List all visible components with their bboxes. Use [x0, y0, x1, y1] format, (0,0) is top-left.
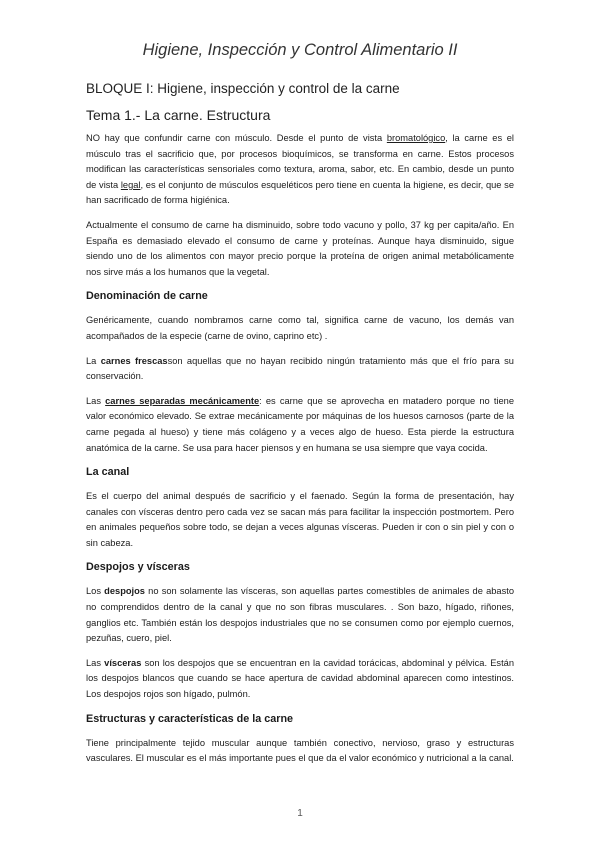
- paragraph-consumo: Actualmente el consumo de carne ha disminuido, sobre todo vacuno y pollo, 37 kg per capita/año. En España es demasiado elevado el consumo de carne y proteínas. Aunque haya disminuido, sigue siendo uno de los alimentos con mayor precio porque la proteína de origen animal metabólicamente nos sirve más a los humanos que la vegetal.: [86, 219, 514, 277]
- heading-canal: La canal: [86, 466, 130, 479]
- text-run: Los: [86, 586, 105, 597]
- paragraph-carne-definicion: [86, 131, 514, 209]
- underlined-term-bromatologico: bromatológico: [386, 133, 446, 143]
- heading-despojos: Despojos y vísceras: [86, 561, 190, 574]
- paragraph-estructuras: Tiene principalmente tejido muscular aunque también conectivo, nervioso, graso y estructuras vasculares. El muscular es el más importante pues el que da el valor económico y nutricional a la canal.: [86, 737, 514, 764]
- paragraph-visceras: [86, 656, 514, 703]
- paragraph-canal: Es el cuerpo del animal después de sacrificio y el faenado. Según la forma de presentación, hay canales con vísceras dentro pero cada vez se sacan más para facilitar la inspección postmortem. Pero en animales pequeños sobre todo, se dejan a veces algunas vísceras. Pueden ir con o sin piel y con o sin cabeza.: [86, 491, 514, 548]
- text-run: : es carne que se aprovecha en matadero porque no tiene valor económico elevado. Se extrae mecánicamente por máquinas de los huesos carnosos (parte de la carne pegada al hueso) y tiene más colágeno y a veces algo de hueso. Esta pierde la estructura anatómica de la carne. Se usa para hacer piensos y en humana se usa siempre que vaya cocida.: [86, 395, 514, 453]
- text-run: , es el conjunto de músculos esqueléticos pero tiene en cuenta la higiene, es decir, que se han sacrificado de forma higiénica.: [86, 179, 514, 206]
- paragraph-carnes-separadas: [86, 394, 514, 456]
- bold-term-visceras: vísceras: [104, 657, 142, 668]
- bold-term-carnes-separadas: carnes separadas mecánicamente: [105, 395, 260, 406]
- bold-term-carnes-frescas: carnes frescas: [100, 355, 168, 366]
- bold-term-despojos: despojos: [104, 586, 145, 597]
- underlined-term-legal: legal: [120, 179, 141, 190]
- text-run: Las: [86, 395, 106, 406]
- text-run: son aquellas que no hayan recibido ningún tratamiento más que el frío para su conservación.: [86, 355, 514, 382]
- document-body: [86, 131, 514, 776]
- text-run: La: [86, 355, 101, 366]
- text-run: son los despojos que se encuentran en la cavidad torácicas, abdominal y pélvica. Están los despojos blancos que cuando se hace apertura de cavidad abdominal aparecen como intestinos. Los despojos rojos son hígado, pulmón.: [86, 657, 514, 700]
- block-title: BLOQUE I: Higiene, inspección y control de la carne: [86, 81, 400, 96]
- paragraph-generico: Genéricamente, cuando nombramos carne como tal, significa carne de vacuno, los demás van acompañados de la especie (carne de ovino, caprino etc) .: [86, 315, 514, 341]
- tema-title: Tema 1.- La carne. Estructura: [86, 107, 271, 123]
- heading-estructuras: Estructuras y características de la carne: [86, 712, 294, 725]
- text-run: , la carne es el músculo tras el sacrificio que, por procesos bioquímicos, se transforma en carne. Estos procesos modifican las características sensoriales como textura, aroma, sabor, etc. En cambio, desde un punto de vista: [86, 133, 515, 190]
- text-run: no son solamente las vísceras, son aquellas partes comestibles de animales de abasto no comprendidos dentro de la canal y que no son fibras musculares. . Son bazo, hígado, riñones, ganglios etc. También están los despojos industriales que no se consumen como por ejemplo cuernos, pezuñas, cuero, piel.: [86, 586, 514, 644]
- paragraph-despojos: [86, 584, 514, 646]
- heading-denominacion: Denominación de carne: [86, 290, 208, 303]
- text-run: NO hay que confundir carne con músculo. Desde el punto de vista: [86, 133, 387, 143]
- document-header-title: Higiene, Inspección y Control Alimentario II: [142, 41, 458, 59]
- page-number: 1: [297, 808, 303, 819]
- paragraph-carnes-frescas: [86, 354, 514, 385]
- text-run: Las: [86, 657, 105, 668]
